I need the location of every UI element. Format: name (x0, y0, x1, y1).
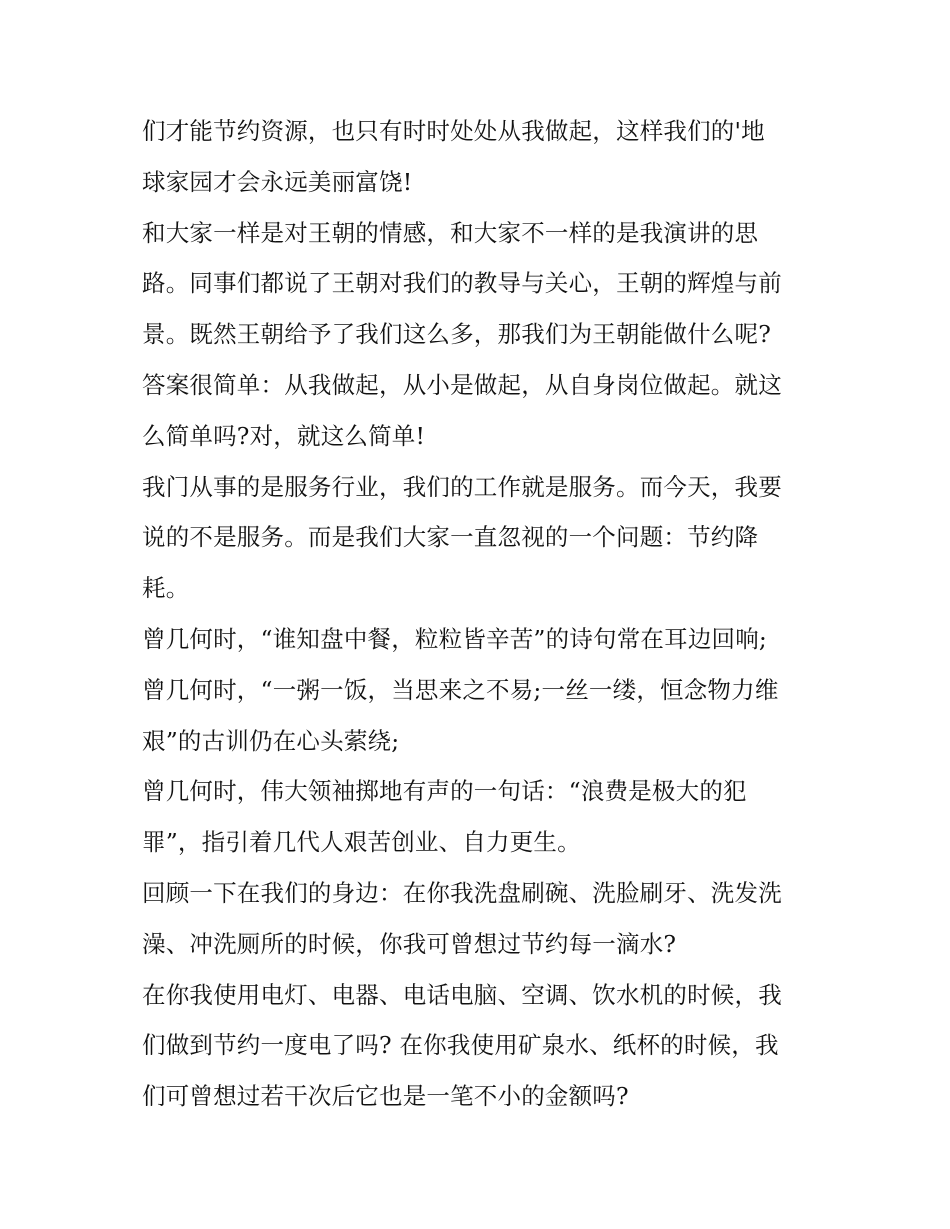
text-line: 曾几何时，“一粥一饭，当思来之不易;一丝一缕，恒念物力维 (142, 675, 779, 704)
text-line: 罪”，指引着几代人艰苦创业、自力更生。 (142, 828, 581, 857)
text-line: 球家园才会永远美丽富饶! (142, 167, 413, 196)
text-line: 我门从事的是服务行业，我们的工作就是服务。而今天，我要 (142, 472, 782, 501)
text-line: 曾几何时，“谁知盘中餐，粒粒皆辛苦”的诗句常在耳边回响; (142, 624, 768, 653)
text-line: 曾几何时，伟大领袖掷地有声的一句话：“浪费是极大的犯 (142, 777, 747, 806)
text-line: 耗。 (142, 574, 190, 603)
text-line: 艰”的古训仍在心头萦绕; (142, 726, 400, 755)
text-line: 们做到节约一度电了吗? 在你我使用矿泉水、纸杯的时候，我 (142, 1031, 779, 1060)
text-line: 和大家一样是对王朝的情感，和大家不一样的是我演讲的思 (142, 218, 759, 247)
text-line: 澡、冲洗厕所的时候，你我可曾想过节约每一滴水? (142, 929, 677, 958)
text-line: 们才能节约资源，也只有时时处处从我做起，这样我们的'地 (142, 117, 765, 145)
text-line: 景。既然王朝给予了我们这么多，那我们为王朝能做什么呢? (142, 320, 771, 349)
text-line: 说的不是服务。而是我们大家一直忽视的一个问题：节约降 (142, 523, 759, 552)
document-body (142, 106, 822, 1122)
text-line: 答案很简单：从我做起，从小是做起，从自身岗位做起。就这 (142, 370, 782, 399)
text-line: 回顾一下在我们的身边：在你我洗盘刷碗、洗脸刷牙、洗发洗 (142, 878, 782, 907)
text-line: 在你我使用电灯、电器、电话电脑、空调、饮水机的时候，我 (142, 980, 782, 1009)
text-line: 么简单吗?对，就这么简单! (142, 421, 426, 450)
text-line: 们可曾想过若干次后它也是一笔不小的金额吗? (142, 1082, 629, 1111)
text-line: 路。同事们都说了王朝对我们的教导与关心，王朝的辉煌与前 (142, 269, 782, 298)
